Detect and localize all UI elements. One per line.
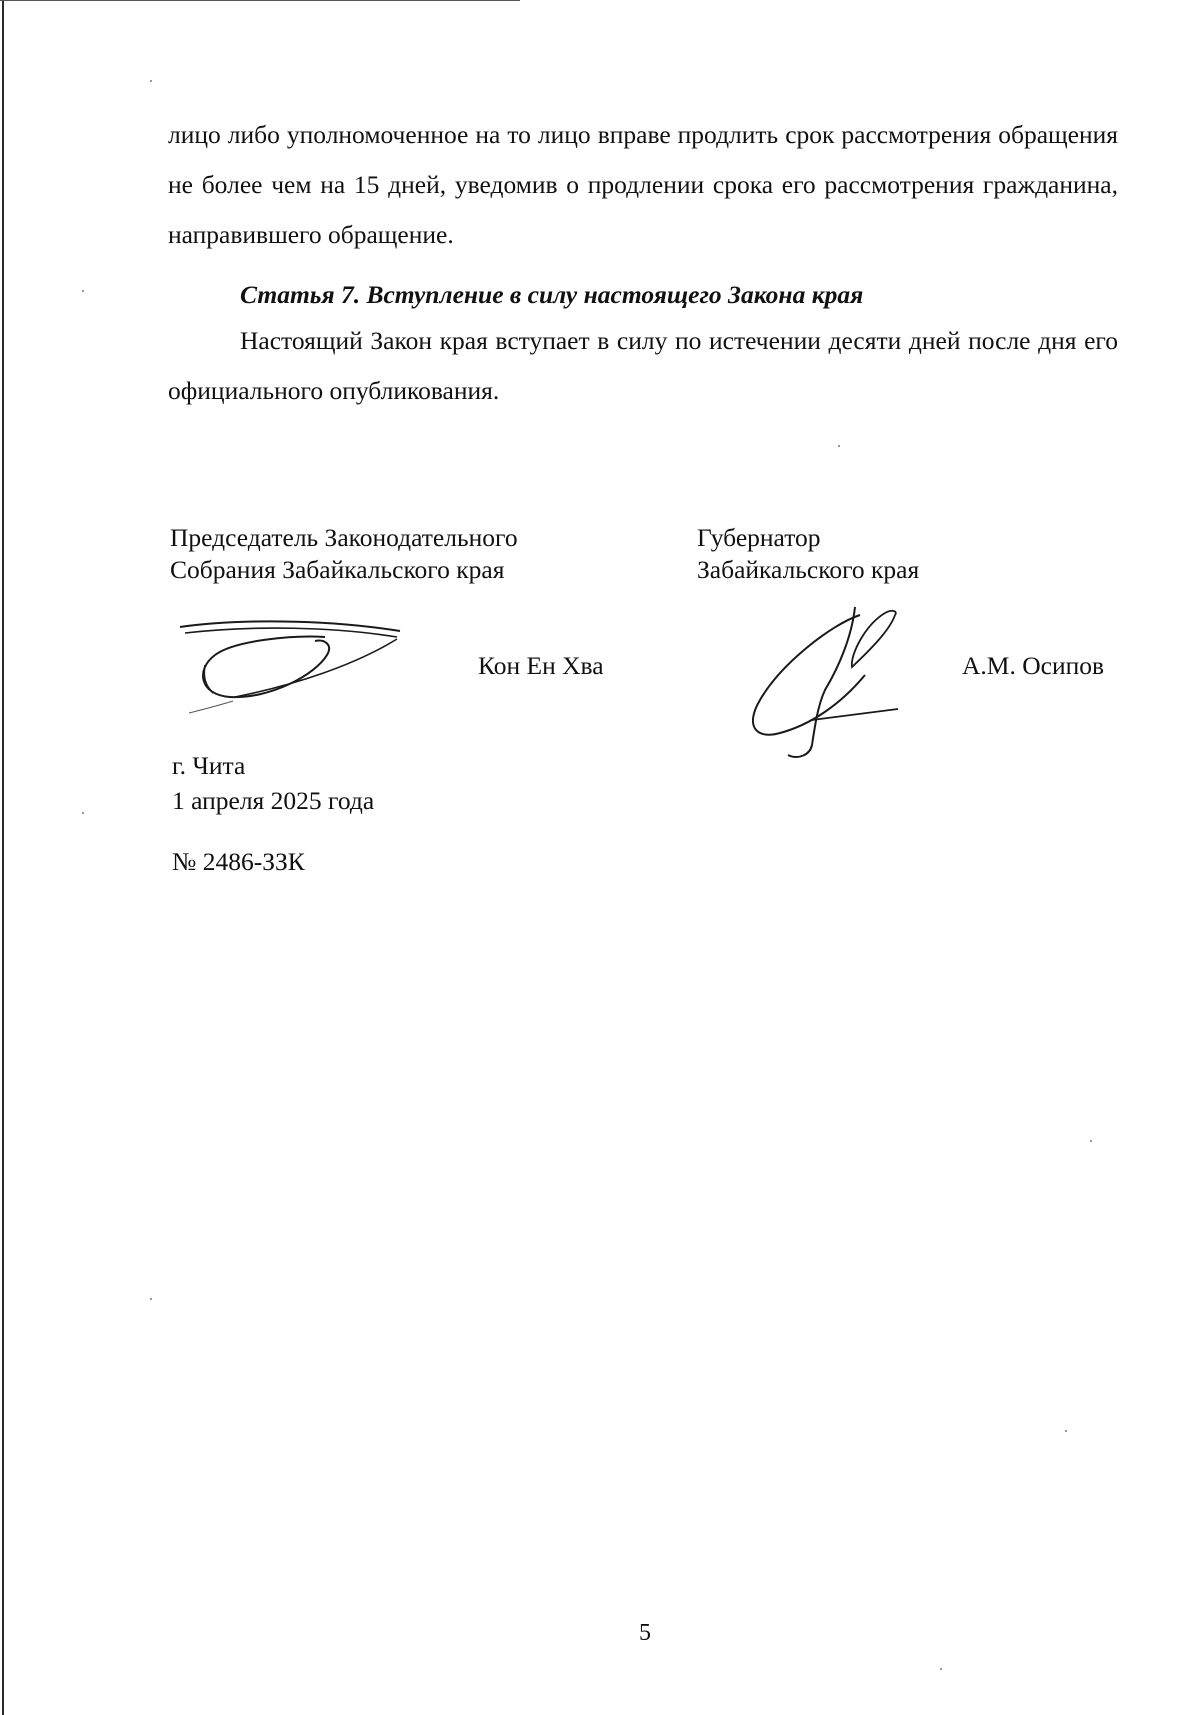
place-and-date	[172, 748, 374, 818]
governor-signature-icon	[740, 595, 920, 765]
scan-speck	[1065, 1430, 1067, 1432]
chairman-signature-icon	[175, 615, 415, 715]
page-number: 5	[639, 1620, 651, 1646]
scan-speck	[82, 290, 84, 292]
scan-edge-top	[0, 0, 520, 1]
date: 1 апреля 2025 года	[172, 786, 375, 815]
scan-edge-left	[2, 0, 4, 1715]
governor-name: А.М. Осипов	[962, 651, 1105, 680]
scan-speck	[150, 1298, 152, 1300]
governor-title	[697, 522, 919, 586]
scan-speck	[940, 1668, 942, 1670]
governor-title-line1: Губернатор	[697, 523, 821, 552]
article-text: Настоящий Закон края вступает в силу по истечении десяти дней после дня его официального опубликования.	[168, 326, 1118, 405]
article-heading: Статья 7. Вступление в силу настоящего Закона края	[240, 280, 864, 309]
chairman-name: Кон Ен Хва	[478, 651, 604, 680]
scan-speck	[838, 445, 840, 447]
chairman-title	[170, 522, 518, 586]
governor-title-line2: Забайкальского края	[697, 555, 920, 584]
scan-speck	[150, 80, 152, 82]
chairman-title-line1: Председатель Законодательного	[170, 523, 518, 552]
scan-speck	[1090, 1140, 1092, 1142]
chairman-title-line2: Собрания Забайкальского края	[170, 555, 505, 584]
document-number: № 2486-ЗЗК	[172, 847, 305, 876]
place: г. Чита	[172, 751, 246, 780]
scan-speck	[82, 812, 84, 814]
paragraph-continued: лицо либо уполномоченное на то лицо вправе продлить срок рассмотрения обращения не более чем на 15 дней, уведомив о продлении срока его рассмотрения гражданина, направившего обращение.	[168, 120, 1118, 249]
